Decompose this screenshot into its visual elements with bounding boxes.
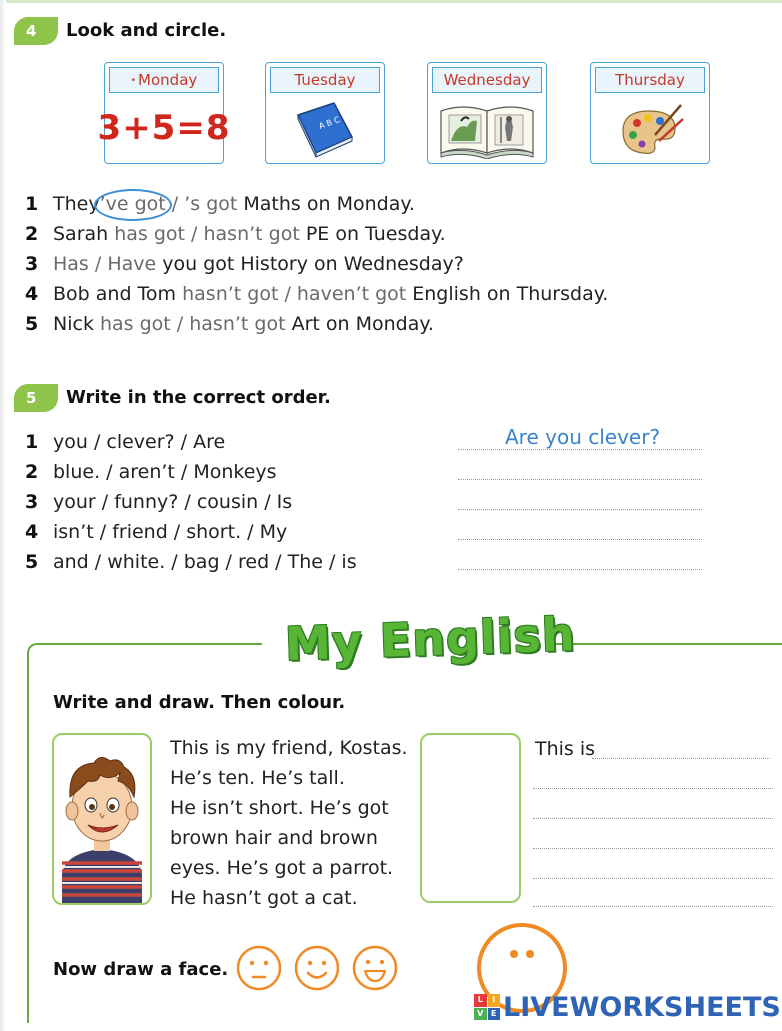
neutral-face-icon[interactable] — [236, 945, 282, 991]
option[interactable]: hasn’t got — [203, 223, 300, 245]
exercise-5-title: Write in the correct order. — [66, 387, 331, 408]
description-line-3: He isn’t short. He’s got — [170, 797, 389, 819]
grinning-face-icon[interactable] — [352, 945, 398, 991]
ex4-item-2: 2 Sarah has got / hasn’t got PE on Tuesday. — [25, 223, 446, 245]
answer-line-5[interactable] — [458, 568, 702, 570]
maths-sum: 3+5=8 — [97, 108, 231, 148]
ex4-item-4: 4 Bob and Tom hasn’t got / haven’t got English on Thursday. — [25, 283, 609, 305]
ex5-item-3: 3 your / funny? / cousin / Is — [25, 491, 293, 513]
day-label-thursday: Thursday — [595, 67, 705, 93]
option[interactable]: Have — [107, 253, 157, 275]
option[interactable]: hasn’t got — [189, 313, 286, 335]
description-line-5: eyes. He’s got a parrot. — [170, 857, 394, 879]
liveworksheets-text: LIVEWORKSHEETS — [503, 991, 781, 1023]
day-card-tuesday — [265, 62, 385, 164]
this-is-label: This is — [535, 738, 596, 760]
answer-1-text: Are you clever? — [505, 425, 661, 449]
day-label-monday: • Monday — [109, 67, 219, 93]
option[interactable]: Has — [53, 253, 89, 275]
open-history-book-icon — [437, 97, 537, 159]
page-shadow — [0, 0, 6, 1031]
my-english-heading: My English — [284, 606, 577, 672]
write-line-1[interactable] — [592, 757, 770, 759]
friend-picture — [52, 733, 152, 905]
ex4-item-5: 5 Nick has got / hasn’t got Art on Monday. — [25, 313, 434, 335]
book-icon — [290, 97, 360, 159]
ex5-item-4: 4 isn’t / friend / short. / My — [25, 521, 288, 543]
exercise-4-badge: 4 — [14, 17, 58, 45]
answer-line-3[interactable] — [458, 508, 702, 510]
option[interactable]: has got — [114, 223, 186, 245]
write-line-3[interactable] — [533, 817, 773, 819]
answer-line-1[interactable] — [458, 448, 702, 450]
day-card-thursday — [590, 62, 710, 164]
answer-line-4[interactable] — [458, 538, 702, 540]
liveworksheets-logo-icon: L I V E — [474, 994, 500, 1020]
paint-palette-icon — [615, 97, 685, 159]
option[interactable]: has got — [99, 313, 171, 335]
option[interactable]: hasn’t got — [182, 283, 279, 305]
write-line-5[interactable] — [533, 877, 773, 879]
boy-icon — [54, 735, 150, 903]
ex5-item-5: 5 and / white. / bag / red / The / is — [25, 551, 357, 573]
day-card-wednesday — [427, 62, 547, 164]
description-line-2: He’s ten. He’s tall. — [170, 767, 345, 789]
book-letters: A B C — [317, 115, 342, 131]
drawing-box[interactable] — [420, 733, 521, 903]
ex4-item-3: 3 Has / Have you got History on Wednesday? — [25, 253, 464, 275]
circled-option[interactable]: ’ve got — [99, 193, 166, 215]
write-line-2[interactable] — [533, 787, 773, 789]
my-english-instruction: Write and draw. Then colour. — [53, 692, 346, 713]
write-line-6[interactable] — [533, 905, 773, 907]
draw-face-label: Now draw a face. — [53, 959, 229, 980]
exercise-5-badge: 5 — [14, 384, 58, 412]
day-label-tuesday: Tuesday — [270, 67, 380, 93]
write-line-4[interactable] — [533, 847, 773, 849]
ex5-item-2: 2 blue. / aren’t / Monkeys — [25, 461, 277, 483]
description-line-1: This is my friend, Kostas. — [170, 737, 408, 759]
liveworksheets-watermark — [474, 990, 781, 1024]
ex5-item-1: 1 you / clever? / Are — [25, 431, 226, 453]
smiling-face-icon[interactable] — [294, 945, 340, 991]
description-line-4: brown hair and brown — [170, 827, 378, 849]
ex4-item-1: 1 They’ve got / ’s got Maths on Monday. — [25, 193, 415, 215]
top-border — [0, 0, 782, 3]
day-label-wednesday: Wednesday — [432, 67, 542, 93]
description-line-6: He hasn’t got a cat. — [170, 887, 358, 909]
answer-line-2[interactable] — [458, 478, 702, 480]
day-card-monday — [97, 62, 231, 164]
option[interactable]: haven’t got — [296, 283, 407, 305]
exercise-4-title: Look and circle. — [66, 20, 227, 41]
option[interactable]: ’s got — [184, 193, 238, 215]
